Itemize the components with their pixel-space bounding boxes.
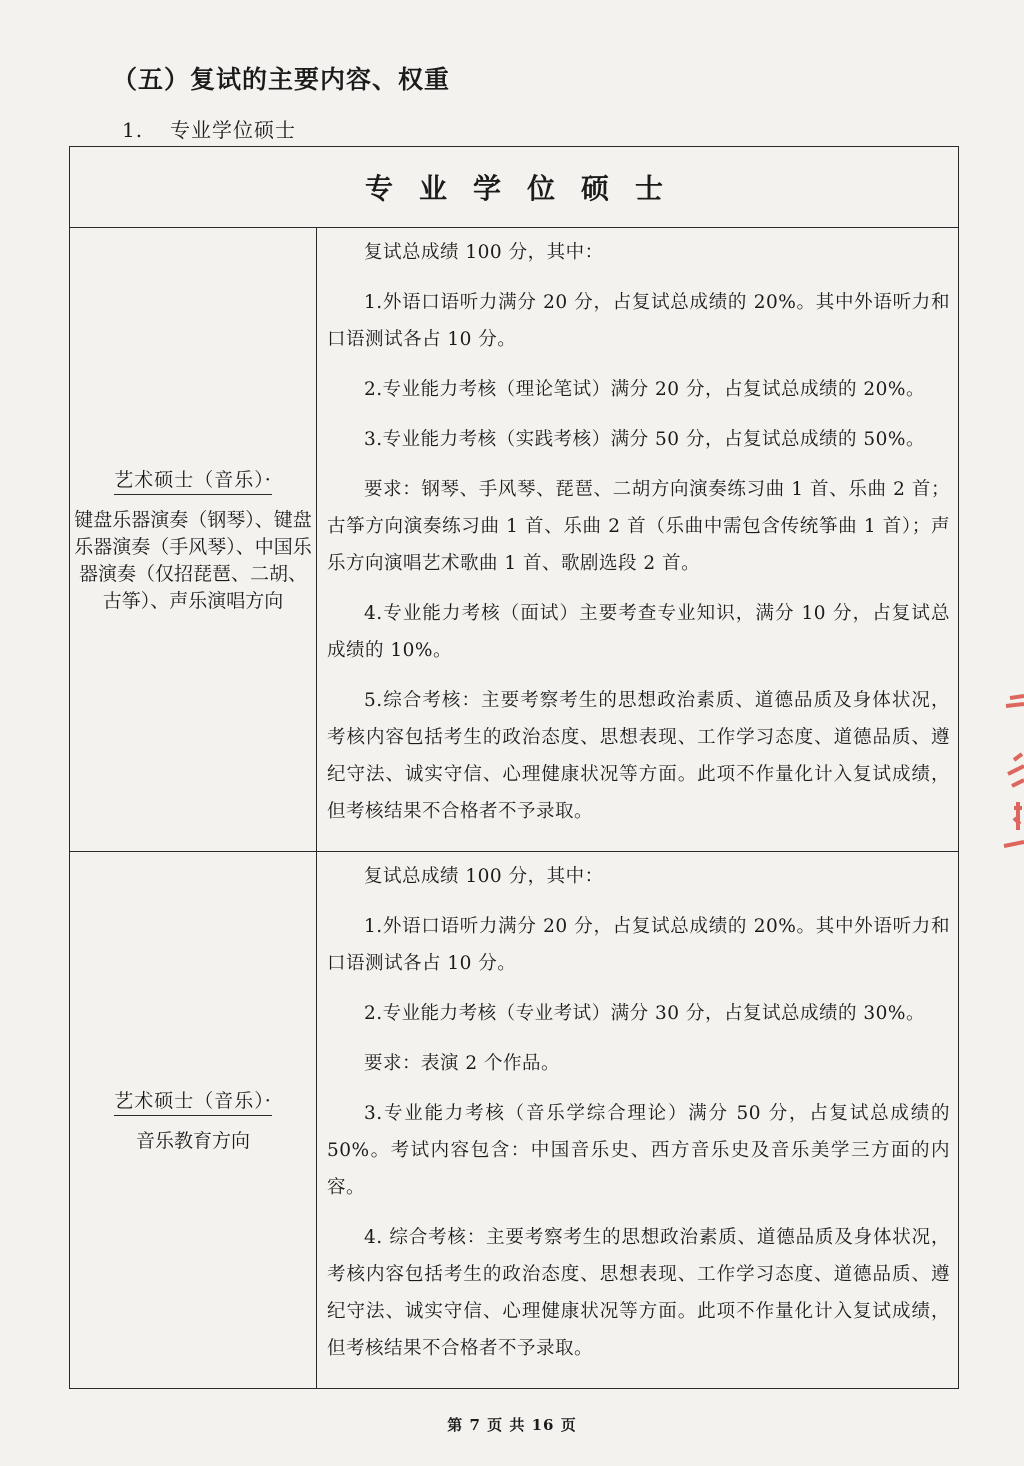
table-row (70, 852, 959, 1389)
program-direction: 音乐教育方向 (135, 1129, 250, 1152)
official-seal-fragment (1000, 690, 1024, 860)
program-direction: 键盘乐器演奏（钢琴）、键盘乐器演奏（手风琴）、中国乐器演奏（仅招琵琶、二胡、古筝）、声乐演唱方向 (74, 508, 312, 612)
paragraph: 3.专业能力考核（音乐学综合理论）满分 50 分，占复试总成绩的 50%。考试内容包含：中国音乐史、西方音乐史及音乐美学三方面的内容。 (327, 1103, 950, 1198)
table-title: 专业学位硕士 (70, 147, 959, 228)
sub-heading-number: 1. (122, 118, 144, 142)
paragraph: 1.外语口语听力满分 20 分，占复试总成绩的 20%。其中外语听力和口语测试各占 10 分。 (327, 292, 950, 350)
program-cell (70, 228, 317, 852)
section-heading: （五）复试的主要内容、权重 (112, 65, 451, 94)
sub-heading (122, 114, 296, 143)
paragraph: 4. 综合考核：主要考察考生的思想政治素质、道德品质及身体状况，考核内容包括考生的政治态度、思想表现、工作学习态度、道德品质、遵纪守法、诚实守信、心理健康状况等方面。此项不作量化计入复试成绩，但考核结果不合格者不予录取。 (327, 1227, 950, 1359)
paragraph: 要求：钢琴、手风琴、琵琶、二胡方向演奏练习曲 1 首、乐曲 2 首；古筝方向演奏练习曲 1 首、乐曲 2 首（乐曲中需包含传统筝曲 1 首）；声乐方向演唱艺术歌曲 1 首、歌剧选段 2 首。 (327, 479, 950, 574)
paragraph: 1.外语口语听力满分 20 分，占复试总成绩的 20%。其中外语听力和口语测试各占 10 分。 (327, 916, 950, 974)
content-cell (317, 852, 959, 1389)
program-cell (70, 852, 317, 1389)
program-title: 艺术硕士（音乐）· (114, 465, 272, 495)
paragraph: 复试总成绩 100 分，其中： (364, 866, 604, 887)
paragraph: 2.专业能力考核（理论笔试）满分 20 分，占复试总成绩的 20%。 (364, 379, 925, 400)
paragraph: 3.专业能力考核（实践考核）满分 50 分，占复试总成绩的 50%。 (364, 429, 925, 450)
program-title: 艺术硕士（音乐）· (114, 1086, 272, 1116)
content-cell (317, 228, 959, 852)
paragraph: 2.专业能力考核（专业考试）满分 30 分，占复试总成绩的 30%。 (364, 1003, 925, 1024)
paragraph: 4.专业能力考核（面试）主要考查专业知识，满分 10 分，占复试总成绩的 10%。 (327, 603, 950, 661)
page-footer: 第 7 页 共 16 页 (447, 1416, 577, 1434)
seal-icon (1000, 690, 1024, 860)
paragraph: 要求：表演 2 个作品。 (364, 1053, 561, 1074)
table-row (70, 228, 959, 852)
paragraph: 5.综合考核：主要考察考生的思想政治素质、道德品质及身体状况，考核内容包括考生的政治态度、思想表现、工作学习态度、道德品质、遵纪守法、诚实守信、心理健康状况等方面。此项不作量化计入复试成绩，但考核结果不合格者不予录取。 (327, 690, 950, 822)
paragraph: 复试总成绩 100 分，其中： (364, 242, 604, 263)
requirements-table (69, 146, 959, 1389)
sub-heading-text: 专业学位硕士 (170, 118, 296, 142)
